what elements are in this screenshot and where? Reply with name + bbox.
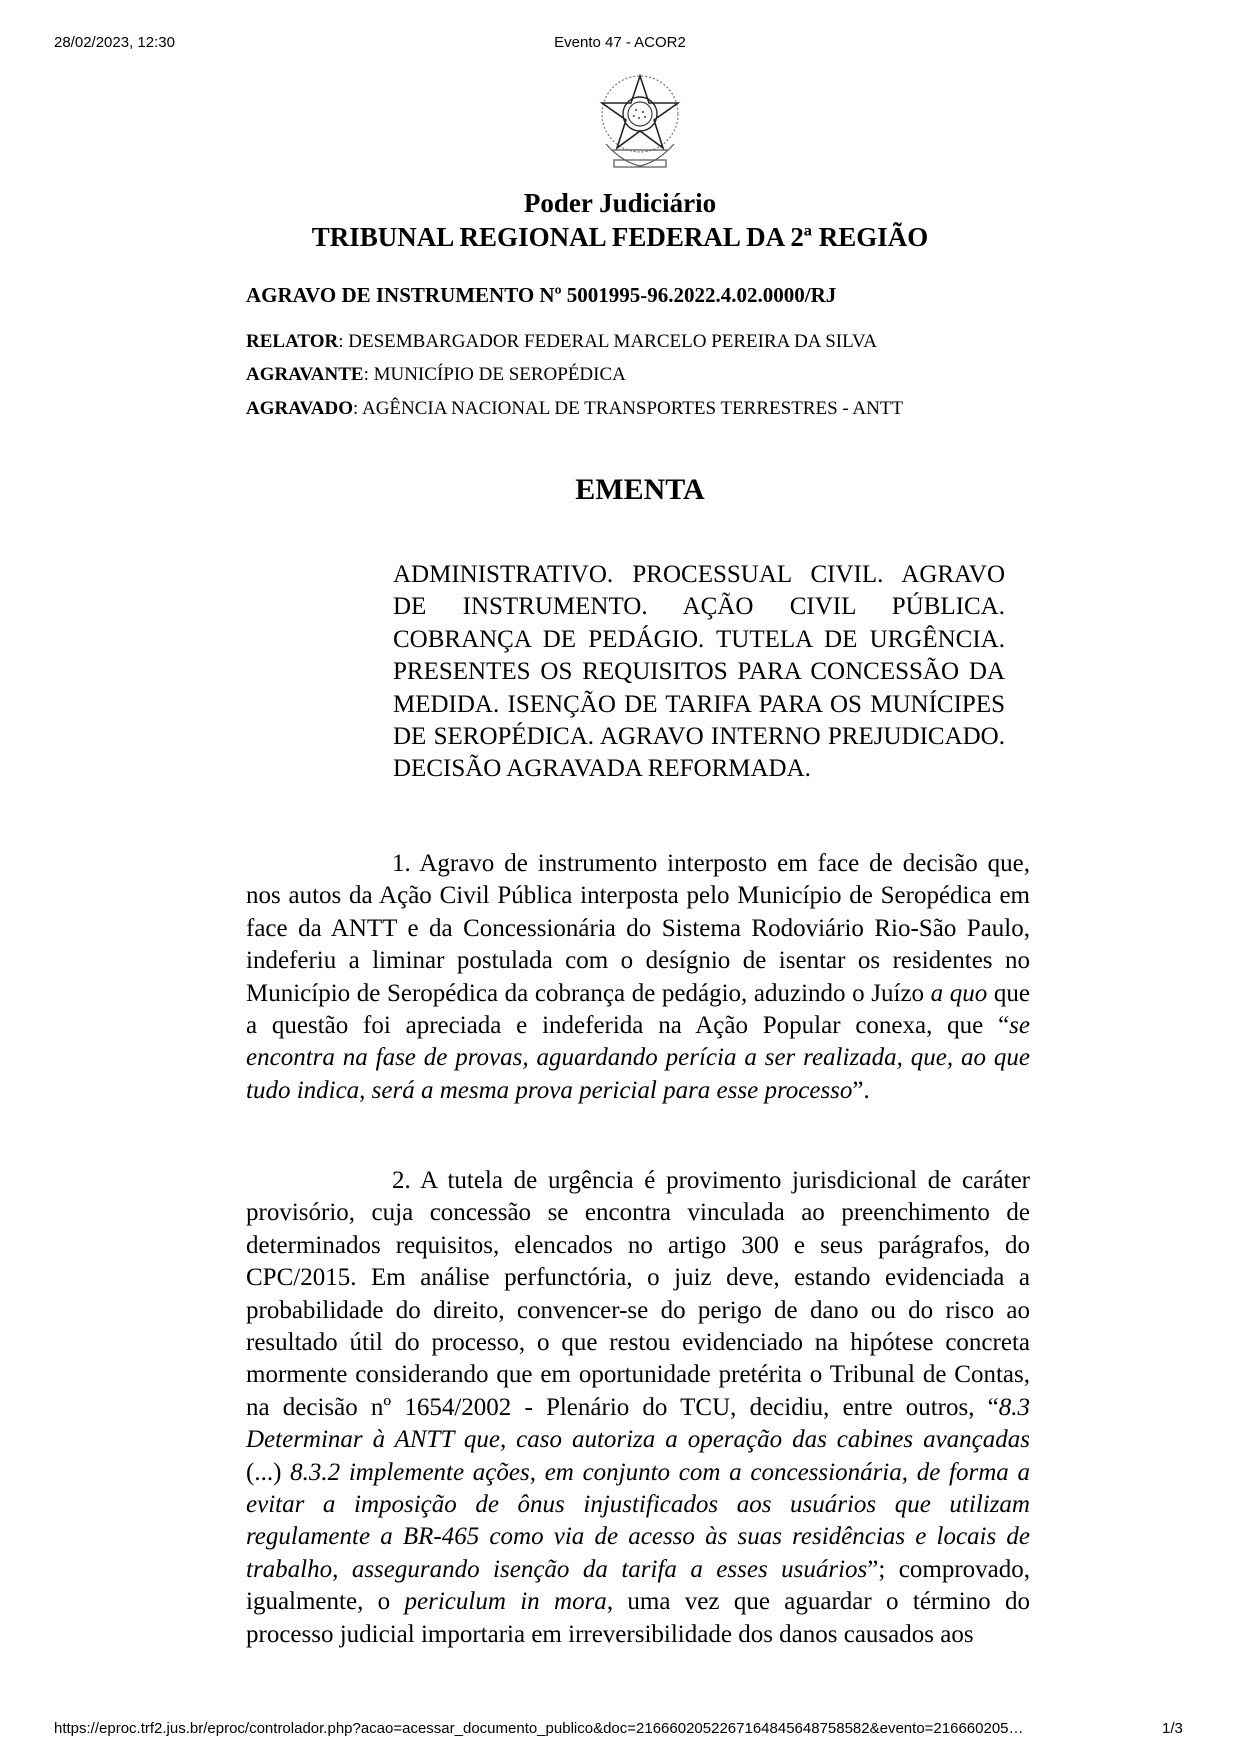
- case-number: AGRAVO DE INSTRUMENTO Nº 5001995-96.2022.4.02.0000/RJ: [246, 283, 837, 307]
- print-event-title: Evento 47 - ACOR2: [554, 34, 686, 51]
- agravado-label: AGRAVADO: [246, 398, 353, 419]
- p2-text-g: , uma vez que aguardar o término do processo judicial importaria em irreversibilidade dos danos causados aos: [246, 1588, 1030, 1648]
- relator-label: RELATOR: [246, 331, 339, 352]
- paragraph-2: [246, 1165, 1030, 1651]
- p1-text-e: ”.: [852, 1076, 870, 1104]
- p2-italic-d: 8.3.2 implemente ações, em conjunto com a concessionária, de forma a evitar a imposição de ônus injustificados aos usuários que utilizam regulamente a BR-465 como via de acesso às suas residências e locais de trabalho, assegurando isenção da tarifa a esses usuários: [246, 1458, 1030, 1583]
- court-name-heading: TRIBUNAL REGIONAL FEDERAL DA 2ª REGIÃO: [311, 222, 929, 252]
- party-agravado: [246, 398, 903, 420]
- ementa-summary: ADMINISTRATIVO. PROCESSUAL CIVIL. AGRAVO DE INSTRUMENTO. AÇÃO CIVIL PÚBLICA. COBRANÇA DE PEDÁGIO. TUTELA DE URGÊNCIA. PRESENTES OS REQUISITOS PARA CONCESSÃO DA MEDIDA. ISENÇÃO DE TARIFA PARA OS MUNÍCIPES DE SEROPÉDICA. AGRAVO INTERNO PREJUDICADO. DECISÃO AGRAVADA REFORMADA.: [393, 561, 1005, 783]
- p2-text-c: (...): [246, 1458, 291, 1486]
- party-agravante: [246, 364, 626, 386]
- p2-text-e: ”; comprovado, igualmente, o: [246, 1555, 1030, 1616]
- p1-text-c: que a questão foi apreciada e indeferida na Ação Popular conexa, que “: [246, 979, 1030, 1040]
- relator-value: : DESEMBARGADOR FEDERAL MARCELO PEREIRA DA SILVA: [338, 331, 877, 352]
- agravante-label: AGRAVANTE: [246, 364, 364, 385]
- court-power-heading: Poder Judiciário: [523, 188, 717, 218]
- agravado-value: : AGÊNCIA NACIONAL DE TRANSPORTES TERRESTRES - ANTT: [353, 398, 904, 419]
- brazil-coat-of-arms-icon: [592, 70, 688, 174]
- p1-italic-d: se encontra na fase de provas, aguardando perícia a ser realizada, que, ao que tudo indica, será a mesma prova pericial para esse processo: [246, 1012, 1030, 1104]
- p2-italic-f: periculum in mora: [404, 1588, 607, 1616]
- agravante-value: : MUNICÍPIO DE SEROPÉDICA: [363, 364, 626, 385]
- print-datetime: 28/02/2023, 12:30: [54, 34, 175, 51]
- p1-italic-b: a quo: [930, 979, 988, 1007]
- print-page-number: 1/3: [1162, 1720, 1183, 1737]
- p2-text-a: 2. A tutela de urgência é provimento jurisdicional de caráter provisório, cuja concessão se encontra vinculada ao preenchimento de determinados requisitos, elencados no artigo 300 e seus parágrafos, do CPC/2015. Em análise perfunctória, o juiz deve, estando evidenciada a probabilidade do direito, convencer-se do perigo de dano ou do risco ao resultado útil do processo, o que restou evidenciado na hipótese concreta mormente considerando que em oportunidade pretérita o Tribunal de Contas, na decisão nº 1654/2002 - Plenário do TCU, decidiu, entre outros, “: [246, 1167, 1030, 1421]
- p2-italic-b: 8.3 Determinar à ANTT que, caso autoriza a operação das cabines avançadas: [246, 1393, 1030, 1454]
- p1-text-a: 1. Agravo de instrumento interposto em face de decisão que, nos autos da Ação Civil Pública interposta pelo Município de Seropédica em face da ANTT e da Concessionária do Sistema Rodoviário Rio-São Paulo, indeferiu a liminar postulada com o desígnio de isentar os residentes no Município de Seropédica da cobrança de pedágio, aduzindo o Juízo: [246, 850, 1030, 1007]
- ementa-title: EMENTA: [575, 473, 705, 506]
- party-relator: [246, 331, 877, 353]
- paragraph-1: [246, 848, 1030, 1107]
- print-url: https://eproc.trf2.jus.br/eproc/controlador.php?acao=acessar_documento_publico&doc=216660205226716484564875858​2&evento=216660205…: [54, 1720, 1024, 1737]
